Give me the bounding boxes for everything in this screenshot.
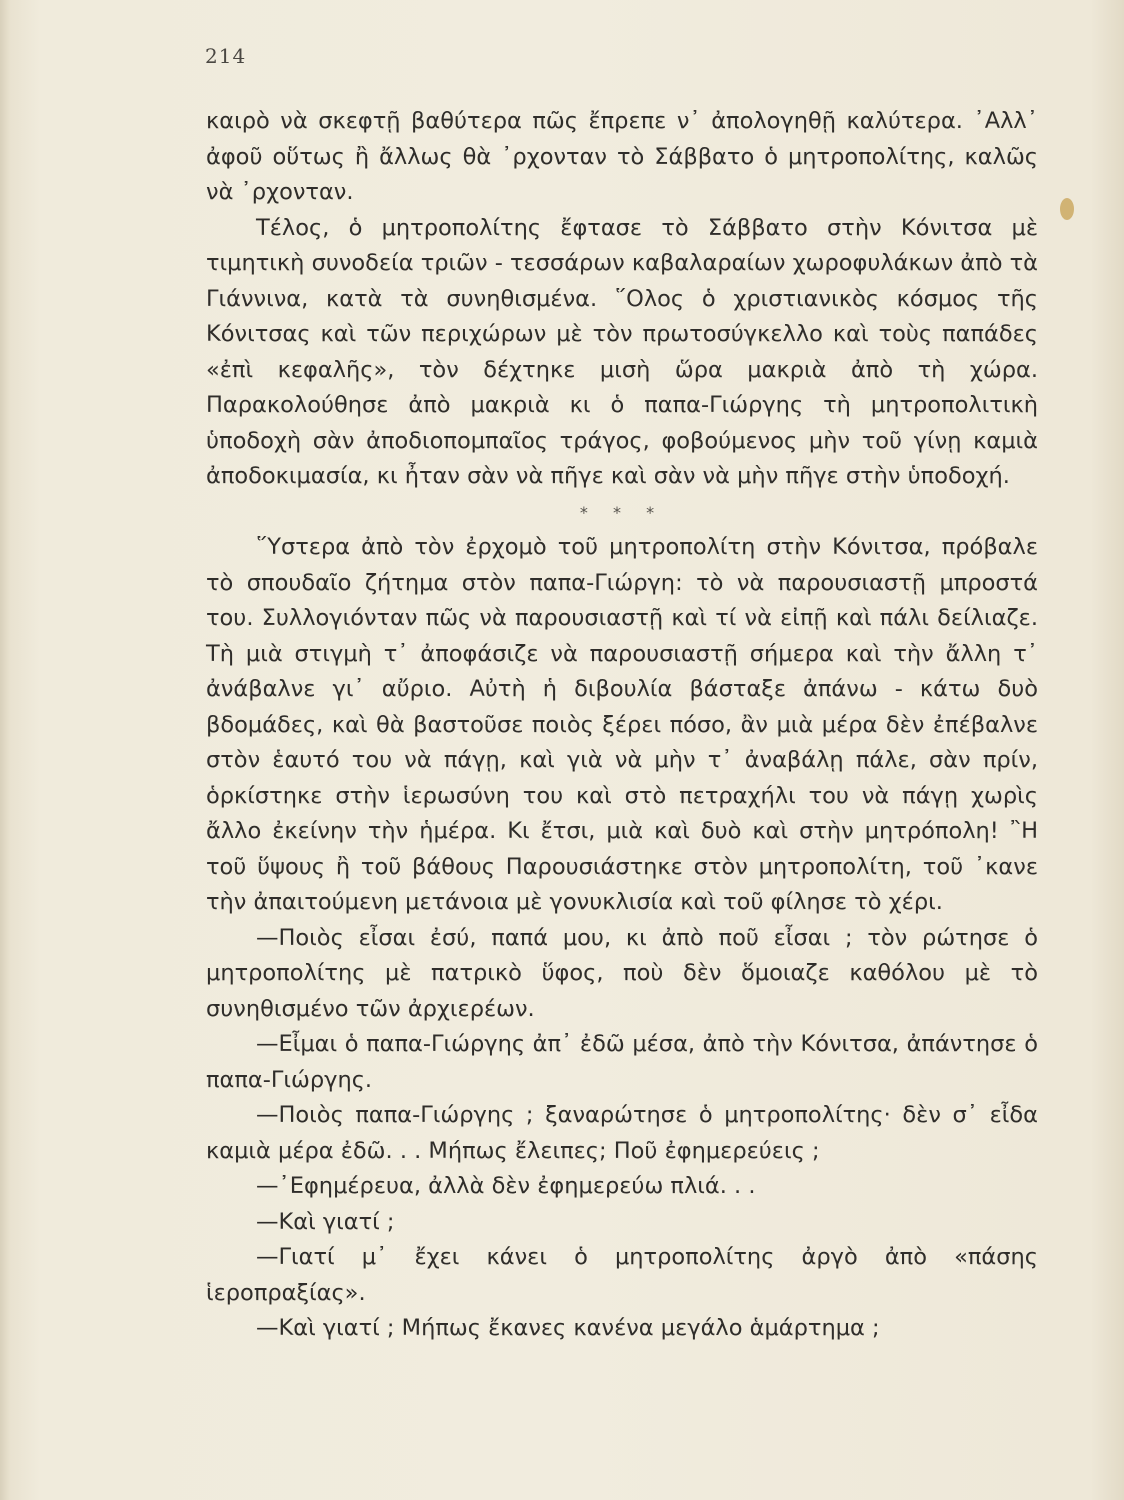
dialogue-line: —Καὶ γιατί ; Μήπως ἔκανες κανένα μεγάλο ἁμάρτημα ; xyxy=(256,1315,880,1341)
binding-edge xyxy=(0,0,10,1500)
page-number: 214 xyxy=(205,44,247,68)
paragraph: καιρὸ νὰ σκεφτῇ βαθύτερα πῶς ἔπρεπε ν᾽ ἀπολογηθῇ καλύτερα. ᾿Αλλ᾽ ἀφοῦ οὕτως ἢ ἄλλως θὰ ᾽ρχονταν τὸ Σάββατο ὁ μητροπολίτης, καλῶς νὰ ᾽ρχονταν. xyxy=(206,108,1038,205)
section-separator: * * * xyxy=(579,502,665,522)
paragraph: Τέλος, ὁ μητροπολίτης ἔφτασε τὸ Σάββατο στὴν Κόνιτσα μὲ τιμητικὴ συνοδεία τριῶν - τεσσάρων καβαλαραίων χωροφυλάκων ἀπὸ τὰ Γιάννινα, κατὰ τὰ συνηθισμένα. ῞Ολος ὁ χριστιανικὸς κόσμος τῆς Κόνιτσας καὶ τῶν περιχώρων μὲ τὸν πρωτοσύγκελλο καὶ τοὺς παπάδες «ἐπὶ κεφαλῆς», τὸν δέχτηκε μισὴ ὥρα μακριὰ ἀπὸ τὴ χώρα. Παρακολούθησε ἀπὸ μακριὰ κι ὁ παπα-Γιώργης τὴ μητροπολιτικὴ ὑποδοχὴ σὰν ἀποδιοπομπαῖος τράγος, φοβούμενος μὴν τοῦ γίνῃ καμιὰ ἀποδοκιμασία, κι ἦταν σὰν νὰ πῆγε καὶ σὰν νὰ μὴν πῆγε στὴν ὑποδοχή. xyxy=(206,214,1038,489)
dialogue-line: —Ποιὸς εἶσαι ἐσύ, παπά μου, κι ἀπὸ ποῦ εἶσαι ; τὸν ρώτησε ὁ μητροπολίτης μὲ πατρικὸ ὕφος, ποὺ δὲν ὅμοιαζε καθόλου μὲ τὸ συνηθισμένο τῶν ἀρχιερέων. xyxy=(206,924,1038,1022)
dialogue-line: —Ποιὸς παπα-Γιώργης ; ξαναρώτησε ὁ μητροπολίτης· δὲν σ᾽ εἶδα καμιὰ μέρα ἐδῶ. . . Μήπως ἔλειπες; Ποῦ ἐφημερεύεις ; xyxy=(206,1102,1038,1164)
dialogue-line: —Καὶ γιατί ; xyxy=(256,1208,395,1235)
dialogue-line: —Εἶμαι ὁ παπα-Γιώργης ἀπ᾽ ἐδῶ μέσα, ἀπὸ τὴν Κόνιτσα, ἀπάντησε ὁ παπα-Γιώργης. xyxy=(206,1031,1038,1093)
body-text xyxy=(206,104,1038,1347)
dialogue-line: —᾿Εφημέρευα, ἀλλὰ δὲν ἐφημερεύω πλιά. . . xyxy=(256,1173,756,1199)
dialogue-line: —Γιατί μ᾽ ἔχει κάνει ὁ μητροπολίτης ἀργὸ ἀπὸ «πάσης ἱεροπραξίας». xyxy=(206,1244,1038,1306)
paper-stain xyxy=(1060,198,1074,220)
paragraph: ῞Υστερα ἀπὸ τὸν ἐρχομὸ τοῦ μητροπολίτη στὴν Κόνιτσα, πρόβαλε τὸ σπουδαῖο ζήτημα στὸν παπα-Γιώργη: τὸ νὰ παρουσιαστῇ μπροστά του. Συλλογιόνταν πῶς νὰ παρουσιαστῇ καὶ τί νὰ εἰπῇ καὶ πάλι δείλιαζε. Τὴ μιὰ στιγμὴ τ᾽ ἀποφάσιζε νὰ παρουσιαστῇ σήμερα καὶ τὴν ἄλλη τ᾽ ἀνάβαλνε γι᾽ αὔριο. Αὐτὴ ἡ διβουλία βάσταξε ἀπάνω - κάτω δυὸ βδομάδες, καὶ θὰ βαστοῦσε ποιὸς ξέρει πόσο, ἂν μιὰ μέρα δὲν ἐπέβαλνε στὸν ἑαυτό του νὰ πάγῃ, καὶ γιὰ νὰ μὴν τ᾽ ἀναβάλῃ πάλε, σὰν πρίν, ὁρκίστηκε στὴν ἱερωσύνη του καὶ στὸ πετραχήλι του νὰ πάγῃ χωρὶς ἄλλο ἐκείνην τὴν ἡμέρα. Κι ἔτσι, μιὰ καὶ δυὸ καὶ στὴν μητρόπολη! ῍Η τοῦ ὕψους ἢ τοῦ βάθους Παρουσιάστηκε στὸν μητροπολίτη, τοῦ ᾽κανε τὴν ἀπαιτούμενη μετάνοια μὲ γονυκλισία καὶ τοῦ φίλησε τὸ χέρι. xyxy=(206,534,1038,915)
